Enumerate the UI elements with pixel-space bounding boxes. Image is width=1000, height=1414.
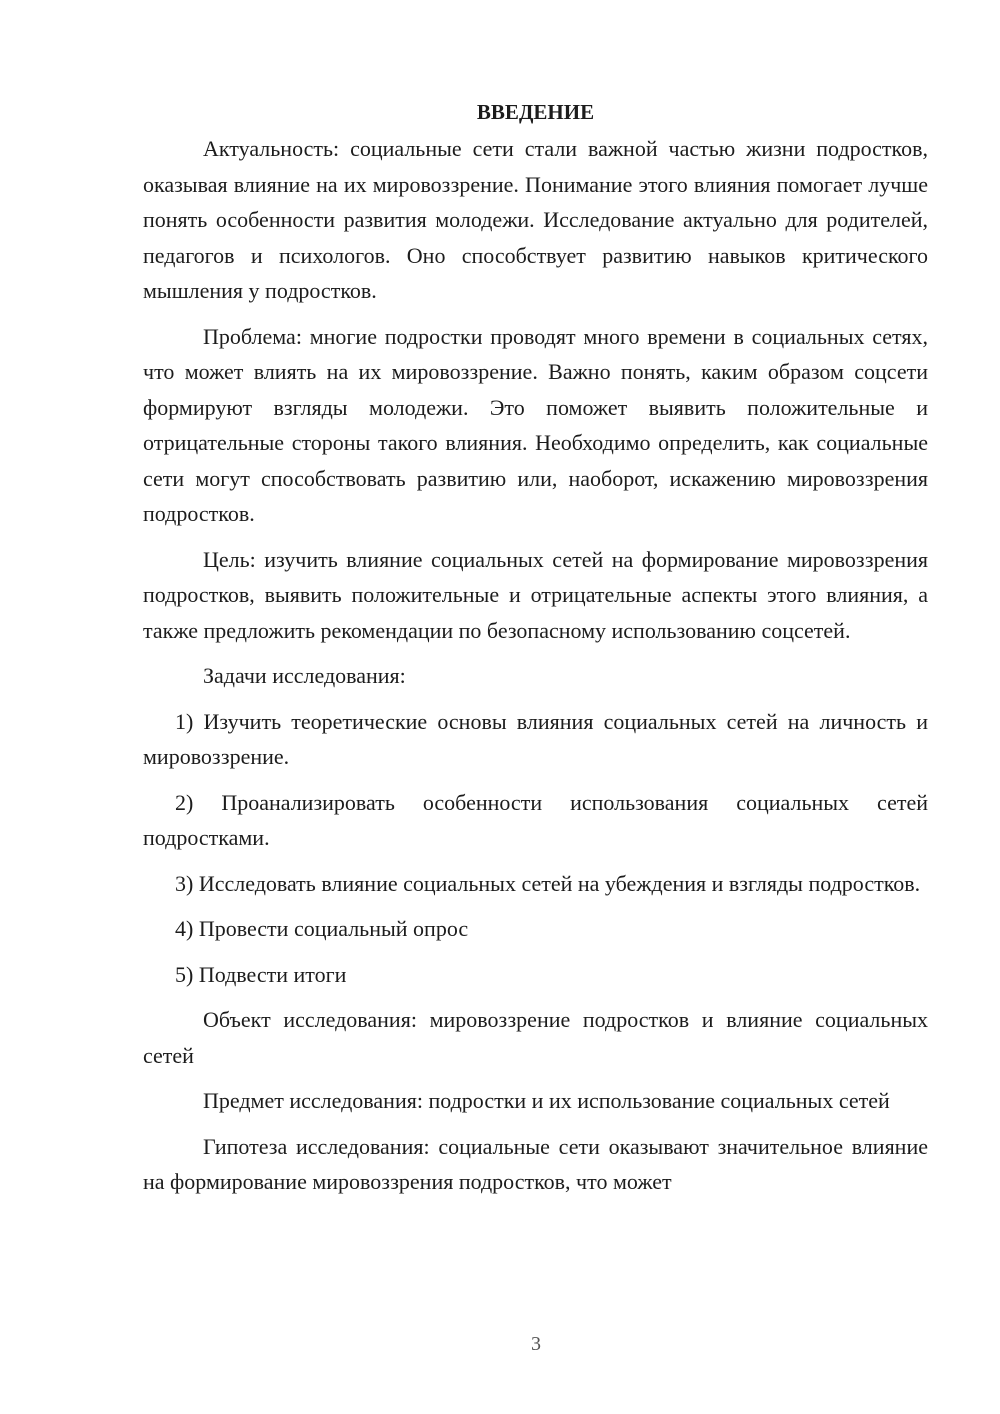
paragraph-hypothesis: Гипотеза исследования: социальные сети оказывают значительное влияние на формирование мировоззрения подростков, что может xyxy=(143,1133,928,1194)
list-item: 5) Подвести итоги xyxy=(175,961,347,987)
page-body xyxy=(143,93,928,1210)
tasks-list xyxy=(143,704,928,993)
page-title: ВВЕДЕНИЕ xyxy=(476,100,595,124)
list-item: 4) Провести социальный опрос xyxy=(175,916,469,941)
list-item: 3) Исследовать влияние социальных сетей на убеждения и взгляды подростков. xyxy=(175,870,921,896)
list-item: 1) Изучить теоретические основы влияния социальных сетей на личность и мировоззрение. xyxy=(143,708,928,769)
paragraph-problem: Проблема: многие подростки проводят много времени в социальных сетях, что может влиять на их мировоззрение. Важно понять, каким образом соцсети формируют взгляды молодежи. Это поможет выявить положительные и отрицательные стороны такого влияния. Необходимо определить, как социальные сети могут способствовать развитию или, наоборот, искажению мировоззрения подростков. xyxy=(143,323,928,526)
paragraph-relevance: Актуальность: социальные сети стали важной частью жизни подростков, оказывая влияние на их мировоззрение. Понимание этого влияния помогает лучше понять особенности развития молодежи. Исследование актуально для родителей, педагогов и психологов. Оно способствует развитию навыков критического мышления у подростков. xyxy=(143,136,928,303)
page-number: 3 xyxy=(531,1333,541,1355)
list-item: 2) Проанализировать особенности использования социальных сетей подростками. xyxy=(143,789,928,850)
paragraph-subject: Предмет исследования: подростки и их использование социальных сетей xyxy=(203,1088,890,1113)
tasks-heading: Задачи исследования: xyxy=(203,663,406,688)
paragraph-goal: Цель: изучить влияние социальных сетей на формирование мировоззрения подростков, выявить положительные и отрицательные аспекты этого влияния, а также предложить рекомендации по безопасному использованию соцсетей. xyxy=(143,546,928,643)
paragraph-object: Объект исследования: мировоззрение подростков и влияние социальных сетей xyxy=(143,1007,928,1068)
